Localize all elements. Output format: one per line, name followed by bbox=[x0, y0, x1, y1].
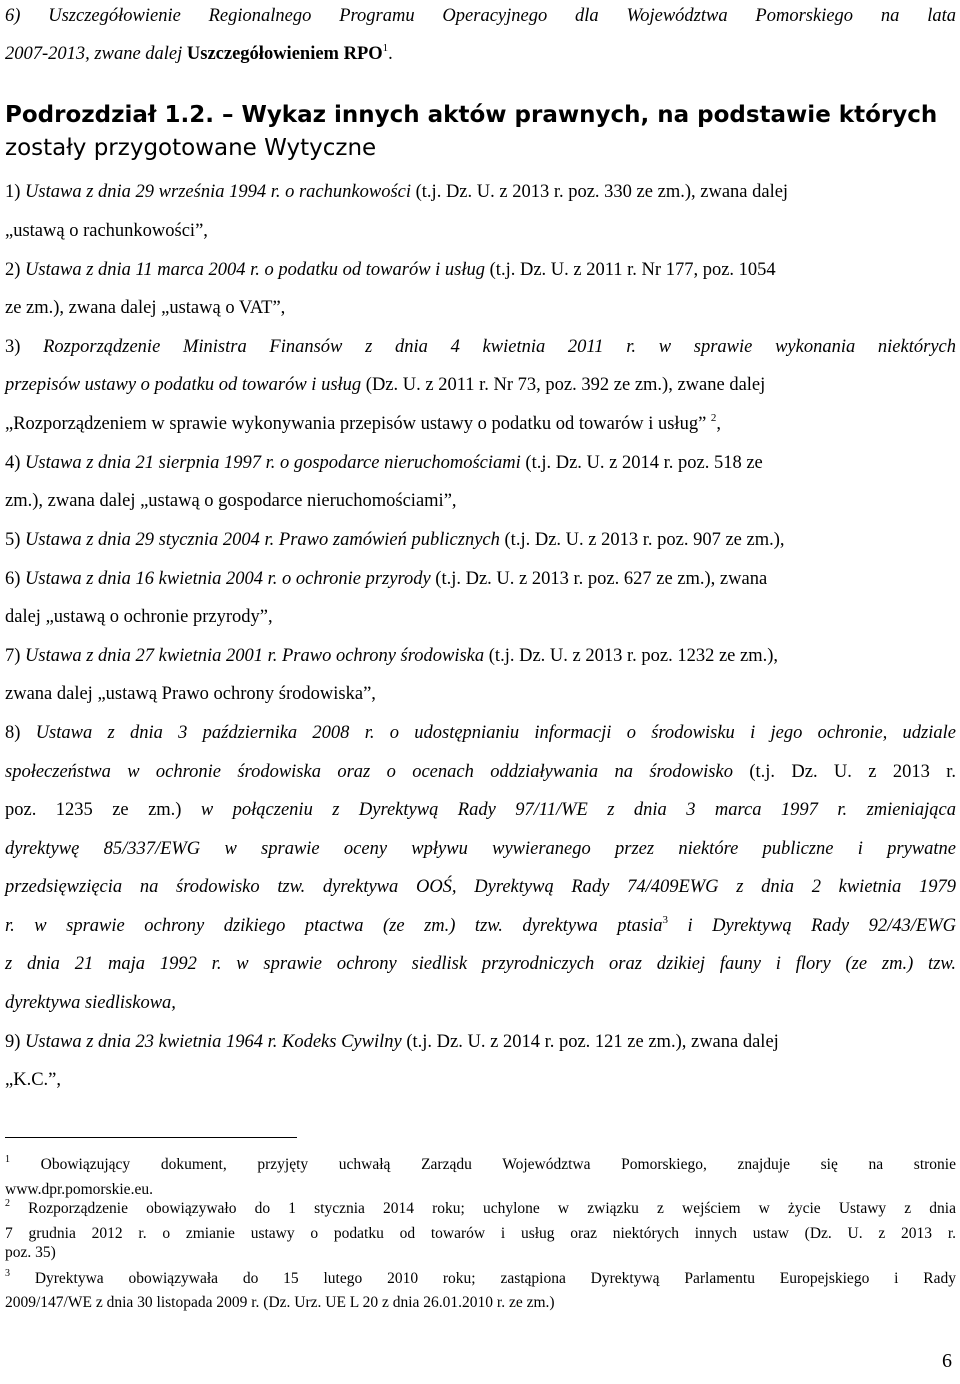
list-item-8-cont-5: r. w sprawie ochrony dzikiego ptactwa (ze zm.) tzw. dyrektywa ptasia$^3$ i Dyrektywą Rady 92/43/EWG bbox=[5, 913, 956, 936]
footnote-3-cont: 2009/147/WE z dnia 30 listopada 2009 r. (Dz. Urz. UE L 20 z dnia 26.01.2010 r. ze zm.) bbox=[5, 1294, 555, 1311]
footnote-ref-3: 3 bbox=[662, 913, 668, 926]
list-item-8-cont-6: z dnia 21 maja 1992 r. w sprawie ochrony siedlisk przyrodniczych oraz dzikiej fauny i flory (ze zm.) tzw. bbox=[5, 954, 956, 974]
list-item-8-cont-4: przedsięwzięcia na środowisko tzw. dyrektywa OOŚ, Dyrektywą Rady 74/409EWG z dnia 2 kwietnia 1979 bbox=[5, 877, 956, 897]
list-item-2: 2) Ustawa z dnia 11 marca 2004 r. o podatku od towarów i usług (t.j. Dz. U. z 2011 r. Nr 177, poz. 1054 bbox=[5, 260, 776, 280]
footnote-2-cont-2: poz. 35) bbox=[5, 1244, 56, 1261]
list-item-3-cont-1: przepisów ustawy o podatku od towarów i usług (Dz. U. z 2011 r. Nr 73, poz. 392 ze zm.), zwane dalej bbox=[5, 375, 766, 395]
list-item-6: 6) Ustawa z dnia 16 kwietnia 2004 r. o ochronie przyrody (t.j. Dz. U. z 2013 r. poz. 627 ze zm.), zwana bbox=[5, 569, 768, 589]
list-item-4-cont: zm.), zwana dalej „ustawą o gospodarce nieruchomościami”, bbox=[5, 491, 457, 511]
list-item-7: 7) Ustawa z dnia 27 kwietnia 2001 r. Prawo ochrony środowiska (t.j. Dz. U. z 2013 r. poz. 1232 ze zm.), bbox=[5, 646, 779, 666]
list-item-1-cont: „ustawą o rachunkowości”, bbox=[5, 221, 208, 241]
footnote-2-cont-1: 7 grudnia 2012 r. o zmianie ustawy o podatku od towarów i usług oraz niektórych innych ustaw (Dz. U. z 2013 r. bbox=[5, 1225, 956, 1242]
list-item-6-cont: dalej „ustawą o ochronie przyrody”, bbox=[5, 607, 273, 627]
list-item-8-cont-2: poz. 1235 ze zm.) w połączeniu z Dyrektywą Rady 97/11/WE z dnia 3 marca 1997 r. zmieniająca bbox=[5, 800, 956, 820]
footnote-separator bbox=[5, 1137, 297, 1138]
list-item-8-cont-7: dyrektywa siedliskowa, bbox=[5, 993, 176, 1013]
list-item-7-cont: zwana dalej „ustawą Prawo ochrony środowiska”, bbox=[5, 684, 376, 704]
section-heading-line-2: zostały przygotowane Wytyczne bbox=[5, 135, 377, 161]
footnote-2: $^2$ Rozporządzenie obowiązywało do 1 stycznia 2014 roku; uchylone w związku z wejściem w życie Ustawy z dnia bbox=[5, 1197, 956, 1217]
list-item-8-cont-3: dyrektywę 85/337/EWG w sprawie oceny wpływu wywieranego przez niektóre publiczne i prywatne bbox=[5, 839, 956, 859]
footnote-ref-2: 2 bbox=[710, 411, 717, 424]
footnote-1-url: www.dpr.pomorskie.eu. bbox=[5, 1181, 153, 1198]
list-item-3: 3) Rozporządzenie Ministra Finansów z dnia 4 kwietnia 2011 r. w sprawie wykonania niektórych bbox=[5, 337, 956, 357]
section-heading-line-1: Podrozdział 1.2. – Wykaz innych aktów prawnych, na podstawie których bbox=[5, 102, 938, 128]
list-item-2-cont: ze zm.), zwana dalej „ustawą o VAT”, bbox=[5, 298, 286, 318]
footnote-ref-1: 1 bbox=[382, 41, 389, 54]
list-item-9-cont: „K.C.”, bbox=[5, 1070, 61, 1090]
list-item-4: 4) Ustawa z dnia 21 sierpnia 1997 r. o gospodarce nieruchomościami (t.j. Dz. U. z 2014 r. poz. 518 ze bbox=[5, 453, 763, 473]
list-item-8: 8) Ustawa z dnia 3 października 2008 r. o udostępnianiu informacji o środowisku i jego ochronie, udziale bbox=[5, 723, 956, 743]
intro-line-1: 6) Uszczegółowienie Regionalnego Programu Operacyjnego dla Województwa Pomorskiego na lata bbox=[5, 6, 956, 26]
list-item-1: 1) Ustawa z dnia 29 września 1994 r. o rachunkowości (t.j. Dz. U. z 2013 r. poz. 330 ze zm.), zwana dalej bbox=[5, 182, 789, 202]
list-item-3-cont-2: „Rozporządzeniem w sprawie wykonywania przepisów ustawy o podatku od towarów i usług” $^2$, bbox=[5, 411, 722, 434]
footnote-3: $^3$ Dyrektywa obowiązywała do 15 lutego 2010 roku; zastąpiona Dyrektywą Parlamentu Europejskiego i Rady bbox=[5, 1267, 956, 1287]
list-item-9: 9) Ustawa z dnia 23 kwietnia 1964 r. Kodeks Cywilny (t.j. Dz. U. z 2014 r. poz. 121 ze zm.), zwana dalej bbox=[5, 1032, 779, 1052]
list-item-8-cont-1: społeczeństwa w ochronie środowiska oraz o ocenach oddziaływania na środowisko (t.j. Dz. U. z 2013 r. bbox=[5, 762, 956, 782]
intro-defined-term: Uszczegółowieniem RPO bbox=[186, 44, 383, 64]
footnote-1: $^1$ Obowiązujący dokument, przyjęty uchwałą Zarządu Województwa Pomorskiego, znajduje się na stronie bbox=[5, 1153, 956, 1173]
page-number: 6 bbox=[942, 1350, 952, 1372]
list-item-5: 5) Ustawa z dnia 29 stycznia 2004 r. Prawo zamówień publicznych (t.j. Dz. U. z 2013 r. poz. 907 ze zm.), bbox=[5, 530, 785, 550]
intro-line-2: 2007-2013, zwane dalej Uszczegółowieniem RPO$^1$. bbox=[5, 41, 393, 64]
